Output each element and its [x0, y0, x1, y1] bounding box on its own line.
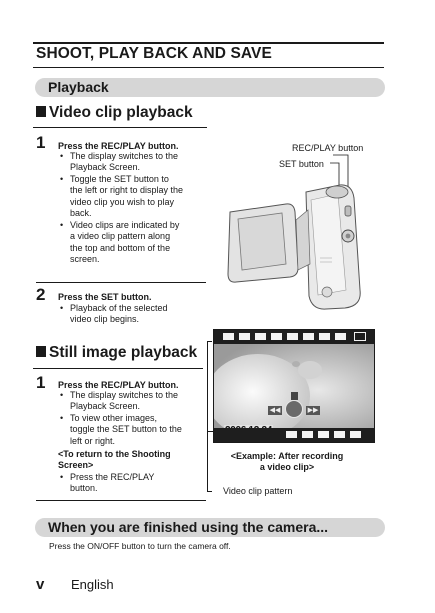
- fast-forward-icon: ▶▶: [307, 407, 319, 414]
- bullet-item: • Press the REC/PLAY button.: [60, 472, 155, 494]
- bullet-item: • Playback of the selected video clip begins.: [60, 303, 168, 325]
- still-rule: [33, 368, 203, 369]
- video-step2-title: Press the SET button.: [58, 292, 152, 302]
- top-rule: [33, 42, 384, 44]
- still-step1-title: Press the REC/PLAY button.: [58, 380, 179, 390]
- rec-play-button-label: REC/PLAY button: [292, 143, 364, 153]
- chapter-rule: [33, 67, 384, 68]
- page-number: v: [36, 576, 45, 593]
- video-step2-number: 2: [36, 285, 46, 304]
- return-heading: <To return to the Shooting Screen>: [58, 449, 171, 471]
- finish-note: Press the ON/OFF button to turn the camera off.: [49, 541, 231, 551]
- set-button-label: SET button: [279, 159, 324, 169]
- play-icon: [291, 392, 298, 400]
- video-clip-pattern-bottom: [214, 428, 374, 442]
- bullet-item: • The display switches to the Playback Screen.: [60, 151, 179, 173]
- footer-language: English: [71, 577, 114, 592]
- figure-caption: <Example: After recording a video clip>: [230, 451, 344, 472]
- set-button-control-icon: [285, 400, 303, 418]
- video-step1-title: Press the REC/PLAY button.: [58, 141, 179, 151]
- square-bullet-icon: [36, 106, 46, 117]
- video-clip-pattern-top: [214, 330, 374, 344]
- finish-section-bar: [35, 518, 385, 537]
- bullet-item: • Video clips are indicated by a video clip pattern along the top and bottom of the screen.: [60, 220, 180, 265]
- still-step1-number: 1: [36, 373, 46, 392]
- video-rule: [33, 127, 207, 128]
- playback-section-bar: [35, 78, 385, 97]
- rewind-icon: ◀◀: [269, 407, 281, 414]
- video-heading: Video clip playback: [36, 104, 193, 122]
- step-divider: [36, 500, 206, 501]
- section-title: Playback: [48, 79, 109, 95]
- pattern-bracket-tick: [207, 431, 213, 432]
- video-step1-number: 1: [36, 133, 46, 152]
- playback-screen-example: [213, 329, 375, 443]
- square-bullet-icon: [36, 346, 46, 357]
- video-clip-pattern-label: Video clip pattern: [223, 486, 293, 496]
- chapter-title: SHOOT, PLAY BACK AND SAVE: [36, 45, 272, 62]
- clip-indicator-icon: [354, 332, 366, 341]
- bullet-item: • Toggle the SET button to the left or right to display the video clip you wish to play back.: [60, 174, 184, 219]
- still-heading: Still image playback: [36, 344, 197, 362]
- bullet-item: • To view other images, toggle the SET button to the left or right.: [60, 413, 182, 446]
- bullet-item: • The display switches to the Playback Screen.: [60, 390, 179, 412]
- step-divider: [36, 282, 206, 283]
- finish-title: When you are finished using the camera...: [48, 519, 329, 535]
